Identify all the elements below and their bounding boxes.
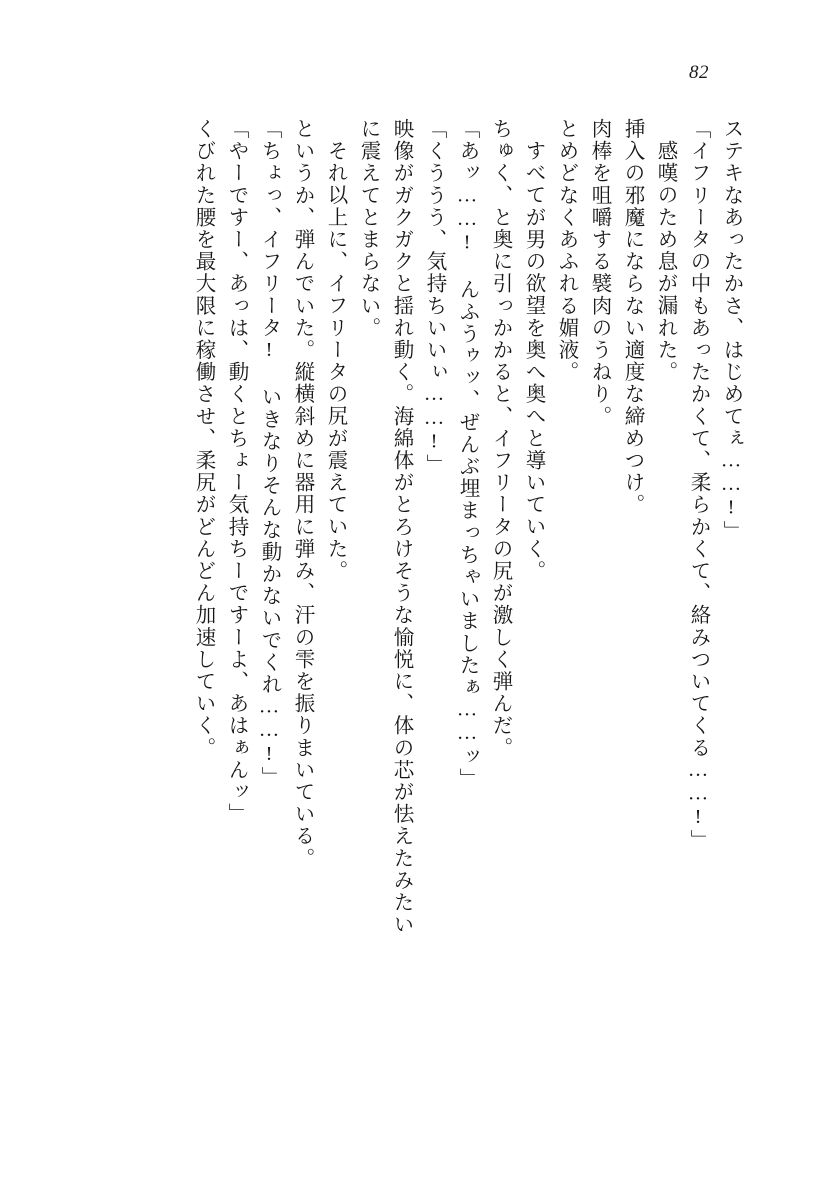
text-line: 挿入の邪魔にならない適度な締めつけ。 [621, 118, 643, 516]
vertical-text-body [86, 118, 741, 1078]
text-line: ちゅく、と奥に引っかかると、イフリータの尻が激しく弾んだ。 [489, 118, 511, 759]
text-line: 「あッ……! んふうゥッ、ぜんぶ埋まっちゃいましたぁ……ッ」 [456, 118, 478, 790]
text-line: 「ちょっ、イフリータ! いきなりそんな動かないでくれ……!」 [258, 118, 280, 789]
text-line: 「くううう、気持ちいいぃ……!」 [423, 118, 445, 477]
text-line: に震えてとまらない。 [357, 118, 379, 339]
text-line: 「イフリータの中もあったかくて、柔らかくて、絡みついてくる……!」 [687, 118, 709, 852]
text-line: 感嘆のため息が漏れた。 [654, 140, 676, 384]
text-line: 肉棒を咀嚼する襞肉のうねり。 [588, 118, 610, 428]
text-line: というか、弾んでいた。縦横斜めに器用に弾み、汗の雫を振りまいている。 [291, 118, 313, 870]
text-line: すべてが男の欲望を奥へ奥へと導いていく。 [522, 140, 544, 582]
text-line: 「やーですー、あっは、動くとちょー気持ちーですーよ、あはぁんッ」 [225, 118, 247, 826]
text-line: ステキなあったかさ、はじめてぇ……!」 [720, 118, 742, 543]
text-line: それ以上に、イフリータの尻が震えていた。 [324, 140, 346, 582]
text-line: とめどなくあふれる媚液。 [555, 118, 577, 384]
page-number: 82 [689, 62, 709, 83]
text-line: 映像がガクガクと揺れ動く。海綿体がとろけそうな愉悦に、体の芯が怯えたみたい [390, 118, 412, 936]
text-line: くびれた腰を最大限に稼働させ、柔尻がどんどん加速していく。 [192, 118, 214, 759]
